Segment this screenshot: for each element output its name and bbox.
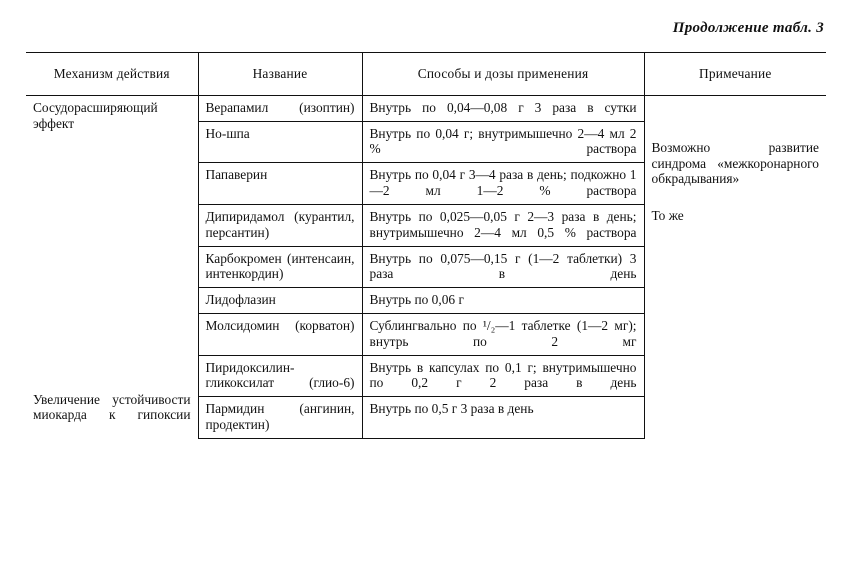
dose-text: Внутрь по 0,025—0,05 г 2—3 раза в день; внутримышечно 2—4 мл 0,5 % раствора <box>369 208 637 240</box>
note-cell-same <box>644 204 826 287</box>
continuation-label: Продолжение табл. 3 <box>672 20 824 36</box>
drug-name-text: Пармидин (ангинин, продектин) <box>205 401 355 432</box>
drug-name-text: Папаверин <box>205 167 268 183</box>
table-header <box>26 53 826 96</box>
dose-cell <box>362 163 644 205</box>
mechanism-cell-hypoxia-resistance <box>26 288 198 439</box>
dose-cell <box>362 121 644 163</box>
drug-name-cell <box>198 95 362 121</box>
drug-name-cell <box>198 163 362 205</box>
dose-text: Внутрь по 0,06 г <box>369 292 464 308</box>
drug-name-text: Карбокромен (интенсаин, интенкордин) <box>205 250 355 282</box>
drug-name-cell <box>198 397 362 439</box>
medication-table <box>26 52 826 439</box>
drug-name-text: Но-шпа <box>205 125 250 141</box>
mechanism-cell-empty <box>26 204 198 287</box>
drug-name-cell <box>198 313 362 355</box>
dose-cell <box>362 355 644 397</box>
table-container <box>26 52 826 439</box>
note-cell-empty <box>644 288 826 439</box>
dose-cell <box>362 95 644 121</box>
dose-cell <box>362 246 644 288</box>
dose-text: Внутрь по 0,5 г 3 раза в день <box>369 401 534 417</box>
note-text: Возможно развитие синдрома «межкоронарного обкрадывания» <box>651 139 819 187</box>
drug-name-cell <box>198 121 362 163</box>
column-header-name: Название <box>198 53 362 96</box>
dose-text: Внутрь по 0,04 г; внутримышечно 2—4 мл 2 % раствора <box>369 125 637 157</box>
table-row <box>26 95 826 121</box>
dose-cell <box>362 313 644 355</box>
dose-text: Сублингвально по ¹/₂—1 таблетке (1—2 мг); внутрь по 2 мг <box>369 317 637 349</box>
note-cell-vasodilator <box>644 95 826 204</box>
mechanism-cell-vasodilator <box>26 95 198 204</box>
table-header-row <box>26 53 826 96</box>
table-row <box>26 288 826 314</box>
column-header-mechanism: Механизм действия <box>26 53 198 96</box>
drug-name-cell <box>198 288 362 314</box>
note-text: То же <box>651 208 684 224</box>
dose-cell <box>362 204 644 246</box>
column-header-dose: Способы и дозы применения <box>362 53 644 96</box>
drug-name-cell <box>198 355 362 397</box>
drug-name-text: Верапамил (изоптин) <box>205 99 355 115</box>
drug-name-text: Лидофлазин <box>205 292 276 308</box>
drug-name-text: Дипиридамол (курантил, персантин) <box>205 208 355 240</box>
table-body <box>26 95 826 438</box>
drug-name-text: Молсидомин (корватон) <box>205 317 355 333</box>
drug-name-cell <box>198 246 362 288</box>
column-header-note: Примечание <box>644 53 826 96</box>
mechanism-text: Сосудорасширяющий эффект <box>33 99 158 131</box>
dose-text: Внутрь по 0,04—0,08 г 3 раза в сутки <box>369 99 637 115</box>
table-row <box>26 204 826 246</box>
mechanism-text: Увеличение устойчивости миокарда к гипоксии <box>33 391 191 423</box>
drug-name-text: Пиридоксилин-гликоксилат (глио-6) <box>205 359 355 391</box>
dose-text: Внутрь по 0,075—0,15 г (1—2 таблетки) 3 раза в день <box>369 250 637 282</box>
dose-text: Внутрь в капсулах по 0,1 г; внутримышечно по 0,2 г 2 раза в день <box>369 359 637 391</box>
drug-name-cell <box>198 204 362 246</box>
dose-cell <box>362 397 644 439</box>
dose-cell <box>362 288 644 314</box>
dose-text: Внутрь по 0,04 г 3—4 раза в день; подкожно 1—2 мл 1—2 % раствора <box>369 167 637 199</box>
